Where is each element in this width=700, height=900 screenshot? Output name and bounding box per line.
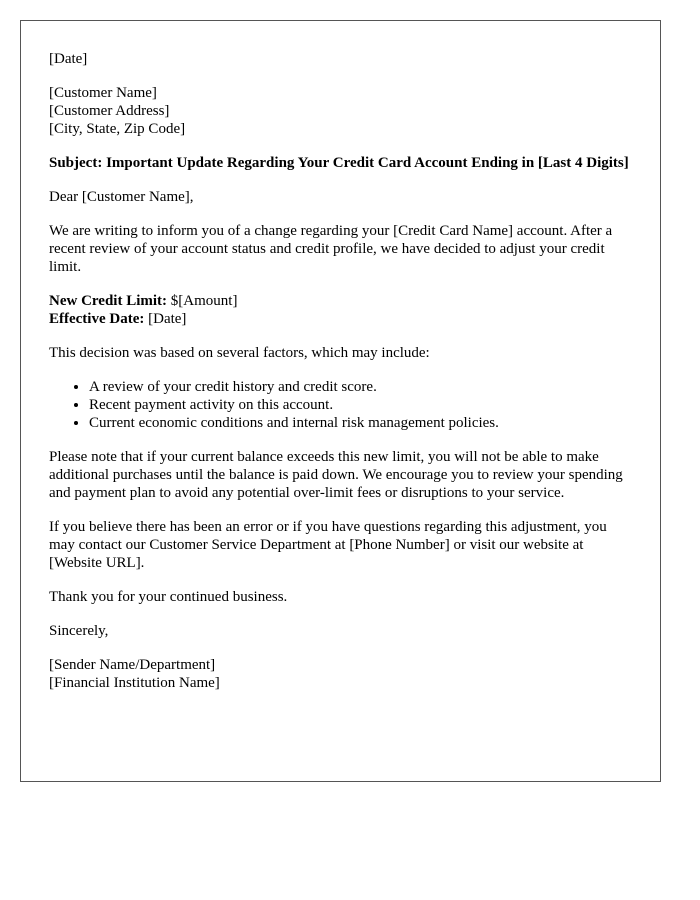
subject-line: Subject: Important Update Regarding Your Credit Card Account Ending in [Last 4 Digits] bbox=[49, 155, 629, 171]
recipient-city: [City, State, Zip Code] bbox=[49, 121, 186, 137]
contact-paragraph: If you believe there has been an error or if you have questions regarding this adjustment, you may contact our Customer Service Department at [Phone Number] or visit our website at [Website URL]. bbox=[49, 519, 607, 571]
letter bbox=[20, 20, 661, 782]
note-paragraph: Please note that if your current balance exceeds this new limit, you will not be able to make additional purchases until the balance is paid down. We encourage you to review your spending and payment plan to avoid any potential over-limit fees or disruptions to your service. bbox=[49, 449, 623, 501]
intro-paragraph: We are writing to inform you of a change regarding your [Credit Card Name] account. After a recent review of your account status and credit profile, we have decided to adjust your credit limit. bbox=[49, 223, 613, 275]
closing: Sincerely, bbox=[49, 623, 109, 639]
effective-date-label: Effective Date: bbox=[49, 311, 145, 327]
thanks-line: Thank you for your continued business. bbox=[49, 589, 288, 605]
factor-item: • Current economic conditions and internal risk management policies. bbox=[89, 414, 632, 432]
recipient-name: [Customer Name] bbox=[49, 85, 157, 101]
sender-institution: [Financial Institution Name] bbox=[49, 675, 220, 691]
new-limit-label: New Credit Limit: bbox=[49, 293, 168, 309]
limit-details bbox=[49, 292, 632, 328]
factors-list bbox=[49, 378, 632, 432]
sender-name: [Sender Name/Department] bbox=[49, 657, 216, 673]
new-limit-value: $[Amount] bbox=[167, 293, 238, 309]
factors-intro: This decision was based on several factors, which may include: bbox=[49, 345, 430, 361]
factor-item: • Recent payment activity on this account. bbox=[89, 396, 632, 414]
effective-date-value: [Date] bbox=[144, 311, 187, 327]
letter-date: [Date] bbox=[49, 51, 88, 67]
salutation: Dear [Customer Name], bbox=[49, 189, 194, 205]
recipient-address: [Customer Address] bbox=[49, 103, 170, 119]
recipient-block bbox=[49, 84, 632, 138]
factor-item: • A review of your credit history and credit score. bbox=[89, 378, 632, 396]
signature-block bbox=[49, 656, 632, 692]
